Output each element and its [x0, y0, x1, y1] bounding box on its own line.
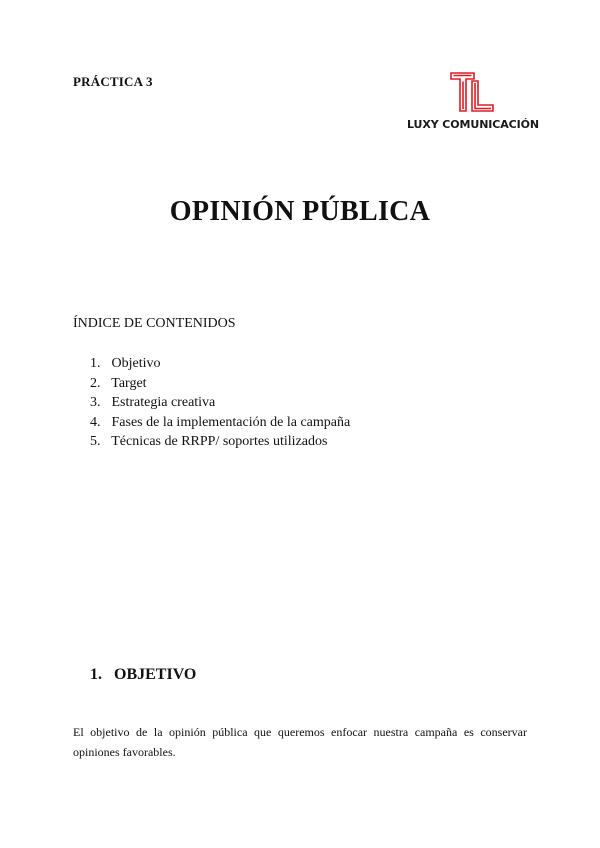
document-title: OPINIÓN PÚBLICA — [169, 196, 431, 227]
index-item-label: Técnicas de RRPP/ soportes utilizados — [111, 434, 328, 449]
index-heading: ÍNDICE DE CONTENIDOS — [73, 316, 236, 331]
index-item-number: 1. — [90, 356, 101, 371]
index-item-label: Fases de la implementación de la campaña — [111, 414, 351, 430]
index-item-number: 5. — [90, 434, 101, 449]
index-item — [90, 393, 350, 413]
index-item-number: 3. — [90, 395, 101, 410]
index-item — [90, 413, 350, 433]
tl-monogram-logo-icon — [450, 72, 494, 112]
index-item — [90, 354, 350, 374]
index-item-number: 4. — [90, 414, 101, 430]
index-item-label: Objetivo — [111, 356, 161, 371]
section-number: 1. — [90, 666, 102, 683]
practice-label: PRÁCTICA 3 — [73, 74, 153, 89]
index-item-label: Target — [111, 375, 147, 391]
logo-text: LUXY COMUNICACIÓN — [406, 118, 540, 131]
company-logo — [400, 72, 546, 134]
section-title: OBJETIVO — [114, 666, 197, 683]
index-item-number: 2. — [90, 375, 101, 391]
index-list — [90, 354, 350, 452]
section-heading — [90, 666, 196, 684]
index-item — [90, 374, 350, 394]
index-item — [90, 432, 350, 452]
section-body-text: El objetivo de la opinión pública que queremos enfocar nuestra campaña es conservar opiniones favorables. — [73, 725, 527, 759]
index-item-label: Estrategia creativa — [111, 395, 216, 410]
